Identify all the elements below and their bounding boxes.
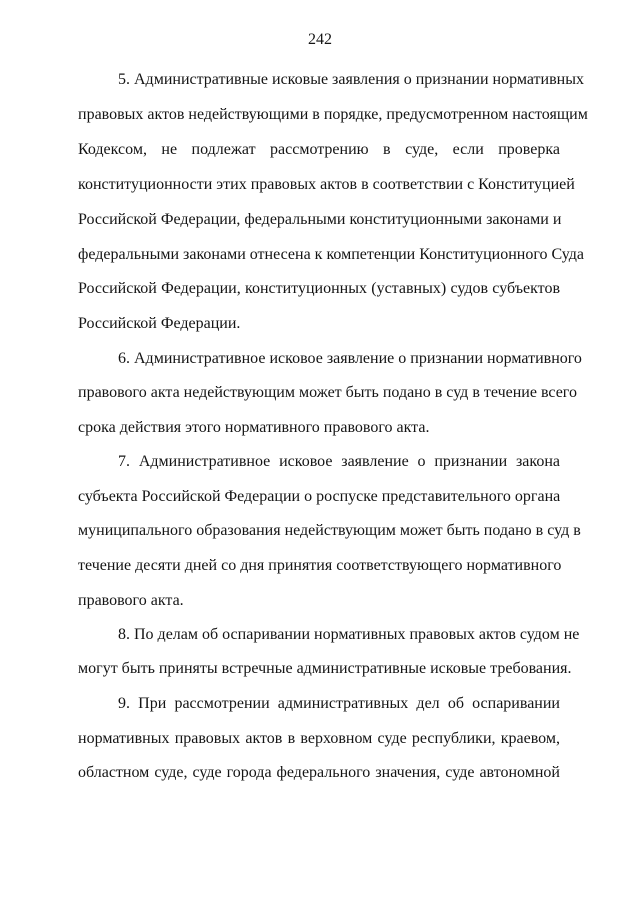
text-line: 9. При рассмотрении административных дел об оспаривании <box>118 695 560 712</box>
text-line: Российской Федерации, федеральными конституционными законами и <box>78 211 562 228</box>
text-line: конституционности этих правовых актов в соответствии с Конституцией <box>78 176 575 193</box>
text-line: муниципального образования недействующим может быть подано в суд в <box>78 522 581 539</box>
text-line: 8. По делам об оспаривании нормативных правовых актов судом не <box>118 626 580 643</box>
text-line: Российской Федерации, конституционных (уставных) судов субъектов <box>78 280 560 297</box>
text-line: 5. Административные исковые заявления о признании нормативных <box>118 71 584 88</box>
text-line: могут быть приняты встречные административные исковые требования. <box>78 660 572 677</box>
text-line: течение десяти дней со дня принятия соответствующего нормативного <box>78 557 562 574</box>
page-number: 242 <box>308 31 332 48</box>
text-line: правовых актов недействующими в порядке, предусмотренном настоящим <box>78 106 588 123</box>
text-line: субъекта Российской Федерации о роспуске представительного органа <box>78 488 561 505</box>
text-line: федеральными законами отнесена к компетенции Конституционного Суда <box>78 246 585 263</box>
text-line: нормативных правовых актов в верховном суде республики, краевом, <box>78 730 560 747</box>
text-line: Российской Федерации. <box>78 315 241 332</box>
text-line: Кодексом, не подлежат рассмотрению в суде, если проверка <box>78 141 560 158</box>
text-line: 7. Административное исковое заявление о признании закона <box>118 453 560 470</box>
text-line: 6. Административное исковое заявление о признании нормативного <box>118 350 582 367</box>
text-line: правового акта. <box>78 592 184 609</box>
text-line: правового акта недействующим может быть подано в суд в течение всего <box>78 384 577 401</box>
text-line: областном суде, суде города федерального значения, суде автономной <box>78 764 560 781</box>
text-line: срока действия этого нормативного правового акта. <box>78 419 430 436</box>
